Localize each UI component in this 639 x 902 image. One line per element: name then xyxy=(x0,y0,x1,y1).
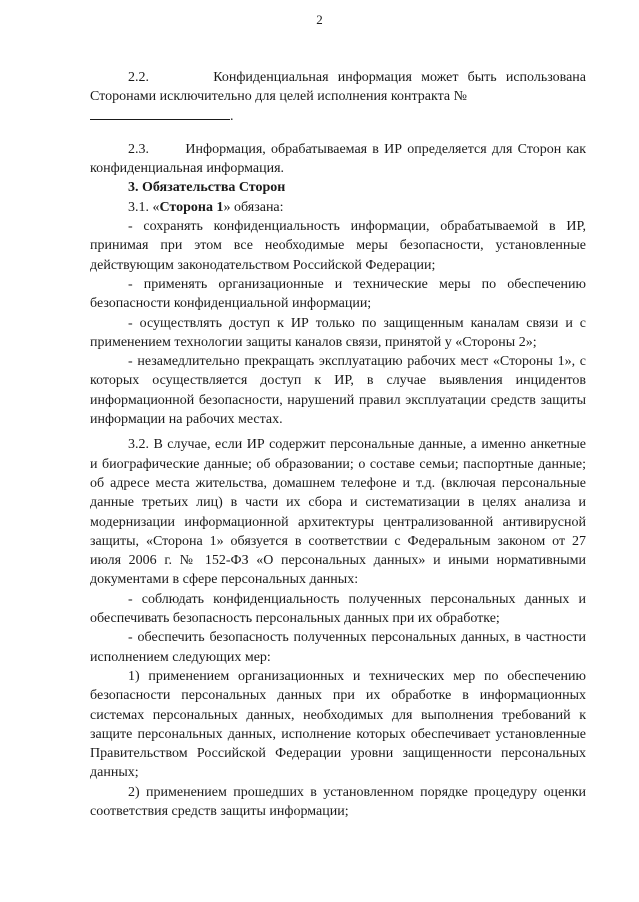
paragraph-2-2 xyxy=(90,68,586,126)
party-name: Сторона 1 xyxy=(159,199,224,215)
obligation-item: - соблюдать конфиденциальность полученных персональных данных и обеспечивать безопасность персональных данных при их обработке; xyxy=(90,591,586,627)
paragraph-tail: . xyxy=(230,108,234,124)
obligation-item: - незамедлительно прекращать эксплуатацию рабочих мест «Стороны 1», с которых осуществляется доступ к ИР, в случае выявления инцидентов информационной безопасности, нарушений правил эксплуатации средств защиты информации на рабочих местах. xyxy=(90,354,586,428)
paragraph-text: Конфиденциальная информация может быть использована Сторонами исключительно для целей исполнения контракта № xyxy=(90,70,587,105)
obligation-item: - применять организационные и технические меры по обеспечению безопасности конфиденциальной информации; xyxy=(90,276,586,312)
measure-item: 1) применением организационных и технических мер по обеспечению безопасности персональных данных при их обработке в информационных системах персональных данных, необходимых для выполнения требований к защите персональных данных, исполнение которых обеспечивает установленные Правительством Российской Федерации уровни защищенности персональных данных; xyxy=(90,668,586,781)
page-number: 2 xyxy=(316,12,323,27)
page-content xyxy=(90,68,586,821)
paragraph-3-1 xyxy=(90,198,586,217)
obligation-item: - осуществлять доступ к ИР только по защищенным каналам связи и с применением технологии защиты каналов связи, принятой у «Стороны 2»; xyxy=(90,315,586,350)
contract-number-blank xyxy=(90,107,230,120)
measure-item: 2) применением прошедших в установленном порядке процедуру оценки соответствия средств защиты информации; xyxy=(90,784,586,819)
section-3-heading: 3. Обязательства Сторон xyxy=(128,180,286,196)
paragraph-number: 2.2. xyxy=(128,70,149,85)
paragraph-number: 2.3. xyxy=(128,141,149,157)
obligation-item: - сохранять конфиденциальность информации, обрабатываемой в ИР, принимая при этом все необходимые меры безопасности, установленные действующим законодательством Российской Федерации; xyxy=(90,219,586,273)
paragraph-prefix: 3.1. « xyxy=(128,199,160,215)
paragraph-suffix: » обязана: xyxy=(223,199,284,215)
paragraph-3-2: 3.2. В случае, если ИР содержит персональные данные, а именно анкетные и биографические данные; об образовании; о составе семьи; паспортные данные; об адресе места жительства, домашнем телефоне и т.д. (включая персональные данные третьих лиц) в части их сбора и систематизации в целях анализа и модернизации информационной архитектуры централизованной антивирусной защиты, «Сторона 1» обязуется в соответствии с Федеральным законом от 27 июля 2006 г. № 152-ФЗ «О персональных данных» и иными нормативными документами в сфере персональных данных: xyxy=(90,437,586,588)
paragraph-2-3 xyxy=(90,140,586,179)
paragraph-text: Информация, обрабатываемая в ИР определяется для Сторон как конфиденциальная информация. xyxy=(90,141,586,177)
obligation-item: - обеспечить безопасность полученных персональных данных, в частности исполнением следующих мер: xyxy=(90,630,586,665)
